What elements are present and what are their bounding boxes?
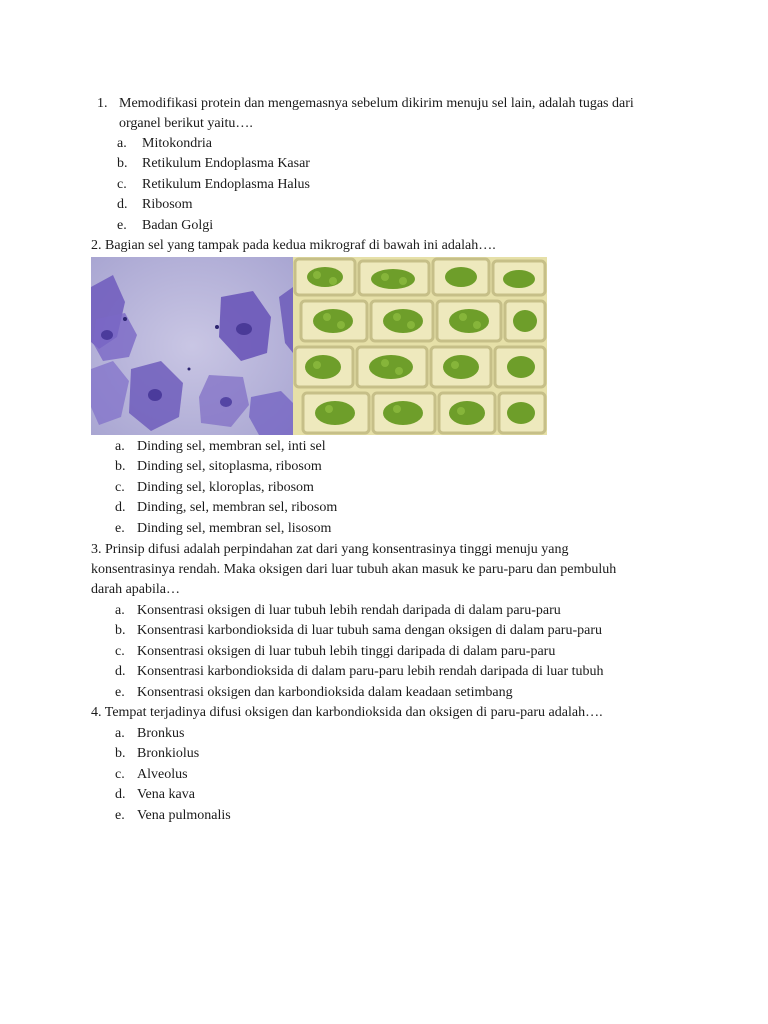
q2-option-a: Dinding sel, membran sel, inti sel [137, 439, 326, 454]
q1-option-e-letter: e. [117, 218, 127, 233]
q2-option-b: Dinding sel, sitoplasma, ribosom [137, 459, 322, 474]
q4-text: 4. Tempat terjadinya difusi oksigen dan karbondioksida dan oksigen di paru-paru adalah…. [91, 705, 603, 720]
q1-option-b: Retikulum Endoplasma Kasar [142, 156, 310, 171]
q3-option-e: Konsentrasi oksigen dan karbondioksida dalam keadaan setimbang [137, 685, 513, 700]
q4-option-d: Vena kava [137, 787, 195, 802]
q3-option-d: Konsentrasi karbondioksida di dalam paru-paru lebih rendah daripada di luar tubuh [137, 664, 604, 679]
q2-option-d-letter: d. [115, 500, 126, 515]
q4-option-c: Alveolus [137, 767, 188, 782]
q3-option-a-letter: a. [115, 603, 125, 618]
q4-option-a-letter: a. [115, 726, 125, 741]
q2-option-e: Dinding sel, membran sel, lisosom [137, 521, 332, 536]
q4-option-c-letter: c. [115, 767, 125, 782]
q2-option-d: Dinding, sel, membran sel, ribosom [137, 500, 338, 515]
q3-option-c: Konsentrasi oksigen di luar tubuh lebih tinggi daripada di dalam paru-paru [137, 644, 556, 659]
q1-text-line2: organel berikut yaitu…. [119, 116, 253, 131]
q2-option-e-letter: e. [115, 521, 125, 536]
q3-option-e-letter: e. [115, 685, 125, 700]
q1-option-a: Mitokondria [142, 136, 212, 151]
q3-option-d-letter: d. [115, 664, 126, 679]
q1-option-c-letter: c. [117, 177, 127, 192]
q4-option-b: Bronkiolus [137, 746, 200, 761]
q2-text: 2. Bagian sel yang tampak pada kedua mikrograf di bawah ini adalah…. [91, 238, 496, 253]
q4-option-b-letter: b. [115, 746, 126, 761]
q1-text-line1: Memodifikasi protein dan mengemasnya sebelum dikirim menuju sel lain, adalah tugas dari [119, 96, 634, 111]
q3-text-line2: konsentrasinya rendah. Maka oksigen dari luar tubuh akan masuk ke paru-paru dan pembuluh [91, 562, 617, 577]
q1-option-c: Retikulum Endoplasma Halus [142, 177, 310, 192]
q1-number: 1. [97, 96, 108, 111]
q3-text-line1: 3. Prinsip difusi adalah perpindahan zat dari yang konsentrasinya tinggi menuju yang [91, 542, 569, 557]
q3-option-c-letter: c. [115, 644, 125, 659]
micrograph-plant-cells [293, 257, 547, 435]
q1-option-b-letter: b. [117, 156, 128, 171]
micrograph-row [91, 257, 547, 435]
q2-option-c: Dinding sel, kloroplas, ribosom [137, 480, 314, 495]
q1-option-a-letter: a. [117, 136, 127, 151]
micrograph-cheek-cells [91, 257, 293, 435]
q4-option-e: Vena pulmonalis [137, 808, 231, 823]
q4-option-e-letter: e. [115, 808, 125, 823]
q1-option-d-letter: d. [117, 197, 128, 212]
q2-option-b-letter: b. [115, 459, 126, 474]
q1-option-e: Badan Golgi [142, 218, 214, 233]
q2-option-a-letter: a. [115, 439, 125, 454]
q4-option-d-letter: d. [115, 787, 126, 802]
q3-text-line3: darah apabila… [91, 582, 181, 597]
q3-option-b-letter: b. [115, 623, 126, 638]
q4-option-a: Bronkus [137, 726, 185, 741]
q3-option-b: Konsentrasi karbondioksida di luar tubuh sama dengan oksigen di dalam paru-paru [137, 623, 602, 638]
q2-option-c-letter: c. [115, 480, 125, 495]
q3-option-a: Konsentrasi oksigen di luar tubuh lebih rendah daripada di dalam paru-paru [137, 603, 561, 618]
q1-option-d: Ribosom [142, 197, 193, 212]
